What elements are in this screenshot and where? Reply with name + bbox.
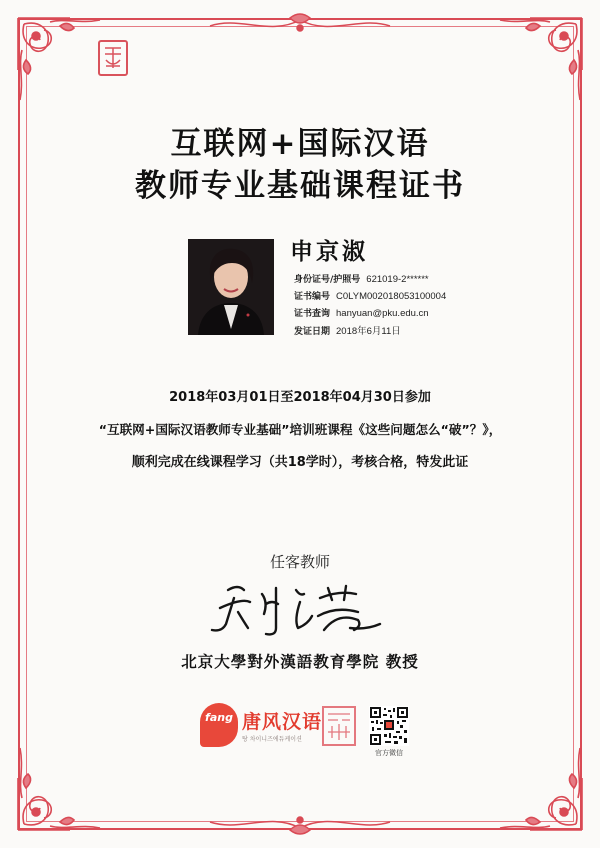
certificate-title-line2: 教师专业基础课程证书 bbox=[135, 168, 465, 204]
corner-ornament-icon bbox=[480, 10, 590, 120]
info-value: 621019-2****** bbox=[366, 274, 429, 285]
info-row-issue-date bbox=[294, 323, 446, 340]
top-ornament-icon bbox=[200, 12, 400, 42]
certificate-body-line3: 顺利完成在线课程学习（共18学时），考核合格，特发此证 bbox=[131, 455, 469, 470]
info-label: 证书查询 bbox=[294, 309, 331, 319]
bottom-ornament-icon bbox=[200, 806, 400, 836]
info-label: 身份证号/护照号 bbox=[294, 275, 361, 285]
qr-code-icon bbox=[369, 706, 409, 746]
info-value: hanyuan@pku.edu.cn bbox=[336, 308, 429, 319]
certificate-body-line1: 2018年03月01日至2018年04月30日参加 bbox=[169, 390, 431, 405]
info-value: C0LYM002018053100004 bbox=[336, 291, 447, 302]
signer-affiliation: 北京大學對外漢語教育學院 教授 bbox=[181, 652, 419, 671]
tangfeng-logo bbox=[200, 703, 330, 751]
logo-badge-icon bbox=[200, 703, 238, 747]
info-value: 2018年6月11日 bbox=[336, 326, 401, 337]
red-stamp-icon bbox=[322, 706, 356, 746]
logo-brand-name: 唐风汉语 bbox=[242, 711, 323, 733]
holder-name: 申京淑 bbox=[290, 239, 368, 265]
signer-role: 任客教师 bbox=[269, 553, 330, 571]
info-row-query bbox=[294, 306, 446, 323]
certificate-body-line2: “互联网+国际汉语教师专业基础”培训班课程《这些问题怎么“破”？》， bbox=[98, 422, 502, 437]
info-label: 证书编号 bbox=[294, 292, 331, 302]
logo-badge-text: fang bbox=[205, 711, 233, 724]
info-row-id bbox=[294, 272, 446, 289]
corner-ornament-icon bbox=[480, 728, 590, 838]
qr-code-label: 官方微信 bbox=[375, 749, 403, 757]
seal-stamp-icon bbox=[98, 40, 128, 76]
info-label: 发证日期 bbox=[294, 327, 331, 337]
holder-photo bbox=[188, 239, 274, 335]
holder-info bbox=[294, 272, 446, 340]
certificate-title-line1: 互联网+国际汉语 bbox=[170, 126, 430, 162]
info-row-cert-number bbox=[294, 289, 446, 306]
corner-ornament-icon bbox=[10, 728, 120, 838]
logo-subtitle: 탕 차이니즈에듀케이션 bbox=[242, 736, 302, 743]
signature-icon bbox=[200, 568, 400, 648]
